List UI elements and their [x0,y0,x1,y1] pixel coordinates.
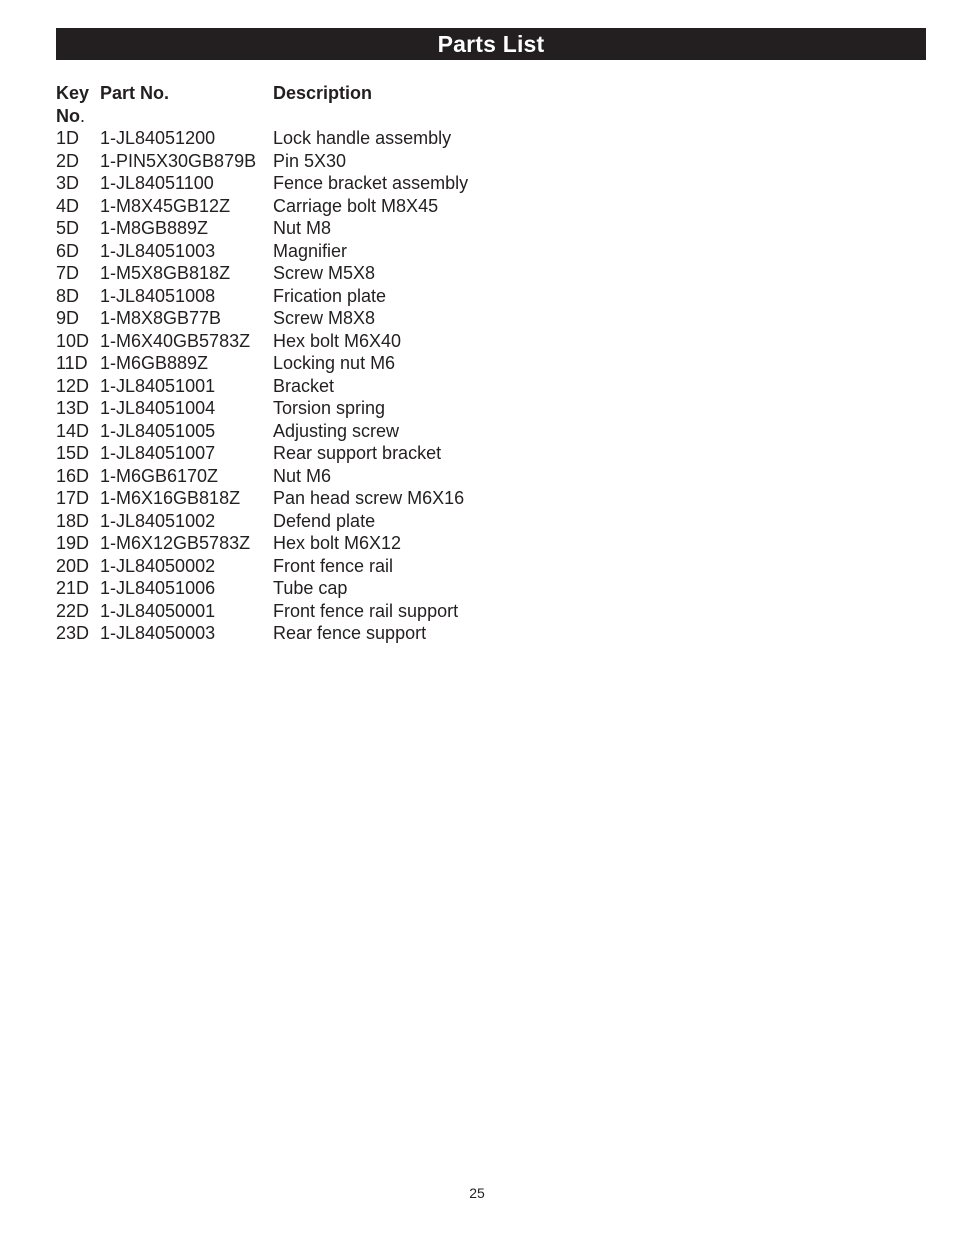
table-row [56,510,533,533]
key-no-cell: 23D [56,623,90,643]
description-cell: Hex bolt M6X40 [273,330,402,351]
table-row [56,465,533,488]
table-row [56,285,533,308]
description-cell: Pin 5X30 [273,150,347,171]
key-no-cell: 22D [56,600,90,621]
table-row [56,127,533,150]
key-no-cell: 10D [56,330,90,351]
part-no-cell: 1-M8X8GB77B [100,308,222,328]
part-no-cell: 1-M6GB6170Z [100,465,219,486]
part-no-cell: 1-M5X8GB818Z [100,263,231,283]
part-no-cell: 1-M8GB889Z [100,218,209,238]
description-cell: Adjusting screw [273,420,400,441]
table-row [56,172,533,195]
key-no-cell: 14D [56,420,90,441]
key-no-cell: 6D [56,240,80,261]
column-header-part-no: Part No. [100,83,170,103]
description-cell: Carriage bolt M8X45 [273,195,439,216]
parts-table [56,82,533,645]
table-row [56,577,533,600]
key-no-cell: 19D [56,533,90,553]
table-row [56,352,533,375]
key-no-cell: 16D [56,465,90,486]
column-header-key-period: . [80,105,86,126]
description-cell: Rear support bracket [273,443,442,463]
part-no-cell: 1-M6X40GB5783Z [100,330,251,351]
parts-table-body [56,127,533,645]
part-no-cell: 1-JL84050002 [100,555,216,576]
key-no-cell: 8D [56,285,80,306]
description-cell: Frication plate [273,285,387,306]
part-no-cell: 1-JL84051003 [100,240,216,261]
part-no-cell: 1-JL84051200 [100,128,216,148]
description-cell: Fence bracket assembly [273,173,469,193]
part-no-cell: 1-M6GB889Z [100,353,209,373]
table-row [56,420,533,443]
table-row [56,600,533,623]
page-title: Parts List [437,30,545,57]
table-row [56,195,533,218]
table-row [56,442,533,465]
header-row [56,82,533,127]
column-header-description: Description [273,83,373,103]
title-bar [56,28,926,60]
part-no-cell: 1-JL84051002 [100,510,216,531]
key-no-cell: 12D [56,375,90,396]
part-no-cell: 1-JL84051005 [100,420,216,441]
description-cell: Defend plate [273,510,376,531]
key-no-cell: 20D [56,555,90,576]
key-no-cell: 9D [56,308,80,328]
part-no-cell: 1-JL84051007 [100,443,216,463]
part-no-cell: 1-JL84051006 [100,578,216,598]
description-cell: Front fence rail support [273,600,459,621]
table-row [56,150,533,173]
description-cell: Tube cap [273,578,348,598]
part-no-cell: 1-JL84051001 [100,375,216,396]
column-header-key-no [56,82,100,127]
description-cell: Torsion spring [273,398,386,418]
table-row [56,622,533,645]
key-no-cell: 15D [56,443,90,463]
column-header-key-line2: No [56,105,80,126]
table-row [56,555,533,578]
key-no-cell: 17D [56,488,90,508]
description-cell: Nut M8 [273,218,332,238]
table-row [56,397,533,420]
key-no-cell: 2D [56,150,80,171]
part-no-cell: 1-JL84051004 [100,398,216,418]
key-no-cell: 3D [56,173,80,193]
part-no-cell: 1-M6X16GB818Z [100,488,241,508]
table-row [56,375,533,398]
description-cell: Screw M5X8 [273,263,376,283]
key-no-cell: 13D [56,398,90,418]
key-no-cell: 1D [56,128,80,148]
table-row [56,307,533,330]
part-no-cell: 1-M6X12GB5783Z [100,533,251,553]
description-cell: Rear fence support [273,623,427,643]
description-cell: Nut M6 [273,465,332,486]
table-row [56,217,533,240]
description-cell: Locking nut M6 [273,353,396,373]
key-no-cell: 21D [56,578,90,598]
parts-table-header [56,82,533,127]
description-cell: Magnifier [273,240,348,261]
key-no-cell: 5D [56,218,80,238]
description-cell: Pan head screw M6X16 [273,488,465,508]
part-no-cell: 1-PIN5X30GB879B [100,150,257,171]
table-row [56,262,533,285]
part-no-cell: 1-JL84050003 [100,623,216,643]
description-cell: Lock handle assembly [273,128,452,148]
description-cell: Hex bolt M6X12 [273,533,402,553]
key-no-cell: 4D [56,195,80,216]
part-no-cell: 1-JL84051008 [100,285,216,306]
part-no-cell: 1-JL84051100 [100,173,214,193]
table-row [56,240,533,263]
key-no-cell: 7D [56,263,80,283]
description-cell: Bracket [273,375,335,396]
description-cell: Screw M8X8 [273,308,376,328]
page-number: 25 [469,1185,485,1201]
part-no-cell: 1-JL84050001 [100,600,216,621]
table-row [56,330,533,353]
table-row [56,487,533,510]
key-no-cell: 11D [56,353,88,373]
table-row [56,532,533,555]
column-header-key-line1: Key [56,83,90,103]
description-cell: Front fence rail [273,555,394,576]
part-no-cell: 1-M8X45GB12Z [100,195,231,216]
key-no-cell: 18D [56,510,90,531]
